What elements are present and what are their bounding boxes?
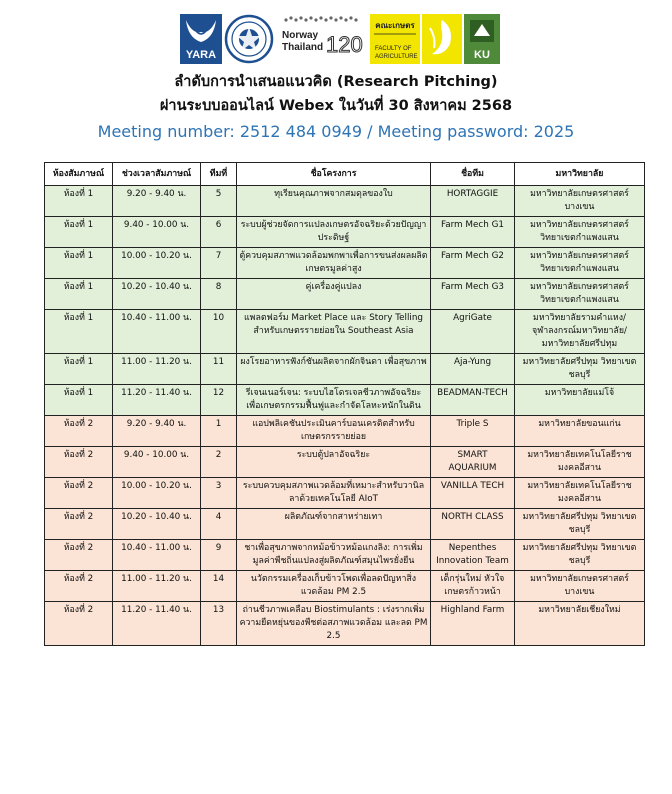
project-cell: ระบบควบคุมสภาพแวดล้อมที่เหมาะสำหรับวานิลลาด้วยเทคโนโลยี AIoT — [237, 478, 431, 509]
team-cell: SMART AQUARIUM — [431, 447, 515, 478]
project-cell: ระบบตู้ปลาอัจฉริยะ — [237, 447, 431, 478]
agriculture-emblem-logo — [422, 14, 462, 64]
table-row — [45, 279, 645, 310]
table-row — [45, 478, 645, 509]
project-cell: ตู้ควบคุมสภาพแวดล้อมพกพาเพื่อการขนส่งผลผลิตเกษตรมูลค่าสูง — [237, 248, 431, 279]
slot-cell: 10 — [201, 310, 237, 354]
col-header-room: ห้องสัมภาษณ์ — [45, 163, 113, 186]
pitching-schedule-table — [44, 162, 645, 646]
university-cell: มหาวิทยาลัยเกษตรศาสตร์ บางเขน — [515, 186, 645, 217]
faculty-en-line2: AGRICULTURE — [375, 54, 418, 60]
table-row — [45, 186, 645, 217]
team-cell: Highland Farm — [431, 602, 515, 646]
slot-cell: 4 — [201, 509, 237, 540]
time-cell: 10.20 - 10.40 น. — [113, 279, 201, 310]
room-cell: ห้องที่ 2 — [45, 416, 113, 447]
col-header-university: มหาวิทยาลัย — [515, 163, 645, 186]
room-cell: ห้องที่ 1 — [45, 186, 113, 217]
meeting-info: Meeting number: 2512 484 0949 / Meeting password: 2025 — [97, 122, 575, 141]
slot-cell: 14 — [201, 571, 237, 602]
university-cell: มหาวิทยาลัยเกษตรศาสตร์ บางเขน — [515, 571, 645, 602]
norway-thailand-120-logo — [280, 14, 364, 64]
university-cell: มหาวิทยาลัยศรีปทุม วิทยาเขตชลบุรี — [515, 354, 645, 385]
room-cell: ห้องที่ 2 — [45, 509, 113, 540]
team-cell: Farm Mech G2 — [431, 248, 515, 279]
ku-logo — [464, 14, 500, 64]
logo-strip — [180, 14, 500, 64]
room-cell: ห้องที่ 1 — [45, 248, 113, 279]
team-cell: Aja-Yung — [431, 354, 515, 385]
room-cell: ห้องที่ 1 — [45, 310, 113, 354]
university-cell: มหาวิทยาลัยเทคโนโลยีราชมงคลอีสาน — [515, 478, 645, 509]
slot-cell: 8 — [201, 279, 237, 310]
slot-cell: 5 — [201, 186, 237, 217]
university-cell: มหาวิทยาลัยรามคำแหง/ จุฬาลงกรณ์มหาวิทยาลัย/ มหาวิทยาลัยศรีปทุม — [515, 310, 645, 354]
time-cell: 11.00 - 11.20 น. — [113, 571, 201, 602]
yara-text: YARA — [185, 49, 217, 61]
slot-cell: 13 — [201, 602, 237, 646]
thailand-text: Thailand — [282, 42, 324, 53]
university-cell: มหาวิทยาลัยเกษตรศาสตร์ วิทยาเขตกำแพงแสน — [515, 217, 645, 248]
time-cell: 10.20 - 10.40 น. — [113, 509, 201, 540]
time-cell: 9.20 - 9.40 น. — [113, 186, 201, 217]
col-header-slot: ทีมที่ — [201, 163, 237, 186]
time-cell: 11.00 - 11.20 น. — [113, 354, 201, 385]
table-row — [45, 354, 645, 385]
table-row — [45, 571, 645, 602]
page-title: ลำดับการนำเสนอแนวคิด (Research Pitching) — [174, 74, 498, 90]
room-cell: ห้องที่ 2 — [45, 478, 113, 509]
slot-cell: 7 — [201, 248, 237, 279]
table-row — [45, 385, 645, 416]
room-cell: ห้องที่ 1 — [45, 354, 113, 385]
university-cell: มหาวิทยาลัยเกษตรศาสตร์ วิทยาเขตกำแพงแสน — [515, 279, 645, 310]
faculty-of-agriculture-logo — [370, 14, 420, 64]
project-cell: นวัตกรรมเครื่องเก็บข้าวโพดเพื่อลดปัญหาสิ่งแวดล้อม PM 2.5 — [237, 571, 431, 602]
university-cell: มหาวิทยาลัยแม่โจ้ — [515, 385, 645, 416]
table-row — [45, 509, 645, 540]
table-row — [45, 217, 645, 248]
project-cell: ถ่านชีวภาพเคลือบ Biostimulants : เร่งรากเพิ่มความยืดหยุ่นของพืชต่อสภาพแวดล้อม และลด PM 2.5 — [237, 602, 431, 646]
slot-cell: 1 — [201, 416, 237, 447]
ku-text: KU — [474, 49, 490, 61]
room-cell: ห้องที่ 1 — [45, 217, 113, 248]
project-cell: ชาเพื่อสุขภาพจากหม้อข้าวหม้อแกงลิง: การเพิ่มมูลค่าพืชถิ่นแปลงสู่ผลิตภัณฑ์สมุนไพรยั่งยืน — [237, 540, 431, 571]
slot-cell: 2 — [201, 447, 237, 478]
project-cell: ทุเรียนคุณภาพจากสมดุลของใบ — [237, 186, 431, 217]
table-row — [45, 602, 645, 646]
faculty-en-line1: FACULTY OF — [375, 46, 412, 52]
project-cell: คู่เครื่องคู่แปลง — [237, 279, 431, 310]
team-cell: Nepenthes Innovation Team — [431, 540, 515, 571]
time-cell: 9.40 - 10.00 น. — [113, 447, 201, 478]
norway-120-text: 120 — [326, 32, 363, 57]
col-header-time: ช่วงเวลาสัมภาษณ์ — [113, 163, 201, 186]
slot-cell: 9 — [201, 540, 237, 571]
team-cell: NORTH CLASS — [431, 509, 515, 540]
table-header-row — [45, 163, 645, 186]
team-cell: VANILLA TECH — [431, 478, 515, 509]
project-cell: ผลิตภัณฑ์จากสาหร่ายเทา — [237, 509, 431, 540]
university-cell: มหาวิทยาลัยศรีปทุม วิทยาเขตชลบุรี — [515, 509, 645, 540]
room-cell: ห้องที่ 1 — [45, 279, 113, 310]
time-cell: 9.40 - 10.00 น. — [113, 217, 201, 248]
team-cell: HORTAGGIE — [431, 186, 515, 217]
time-cell: 10.00 - 10.20 น. — [113, 478, 201, 509]
table-row — [45, 416, 645, 447]
table-row — [45, 447, 645, 478]
team-cell: AgriGate — [431, 310, 515, 354]
col-header-team: ชื่อทีม — [431, 163, 515, 186]
team-cell: เด็กรุ่นใหม่ หัวใจเกษตรก้าวหน้า — [431, 571, 515, 602]
project-cell: ผงโรยอาหารฟังก์ชันผลิตจากผักจินดา เพื่อสุขภาพ — [237, 354, 431, 385]
room-cell: ห้องที่ 1 — [45, 385, 113, 416]
slot-cell: 12 — [201, 385, 237, 416]
room-cell: ห้องที่ 2 — [45, 540, 113, 571]
university-cell: มหาวิทยาลัยศรีปทุม วิทยาเขตชลบุรี — [515, 540, 645, 571]
university-cell: มหาวิทยาลัยเกษตรศาสตร์ วิทยาเขตกำแพงแสน — [515, 248, 645, 279]
project-cell: ระบบผู้ช่วยจัดการแปลงเกษตรอัจฉริยะด้วยปัญญาประดิษฐ์ — [237, 217, 431, 248]
project-cell: รีเจนเนอร์เจน: ระบบไฮโดรเจลชีวภาพอัจฉริยะเพื่อเกษตรกรรมฟื้นฟูและกำจัดโลหะหนักในดิน — [237, 385, 431, 416]
team-cell: Farm Mech G1 — [431, 217, 515, 248]
slot-cell: 6 — [201, 217, 237, 248]
slot-cell: 3 — [201, 478, 237, 509]
time-cell: 10.40 - 11.00 น. — [113, 310, 201, 354]
table-row — [45, 248, 645, 279]
university-cell: มหาวิทยาลัยขอนแก่น — [515, 416, 645, 447]
page-subtitle: ผ่านระบบออนไลน์ Webex ในวันที่ 30 สิงหาคม 2568 — [159, 98, 513, 114]
time-cell: 10.00 - 10.20 น. — [113, 248, 201, 279]
team-cell: Farm Mech G3 — [431, 279, 515, 310]
time-cell: 9.20 - 9.40 น. — [113, 416, 201, 447]
slot-cell: 11 — [201, 354, 237, 385]
time-cell: 11.20 - 11.40 น. — [113, 385, 201, 416]
university-cell: มหาวิทยาลัยเทคโนโลยีราชมงคลอีสาน — [515, 447, 645, 478]
room-cell: ห้องที่ 2 — [45, 571, 113, 602]
team-cell: BEADMAN-TECH — [431, 385, 515, 416]
time-cell: 11.20 - 11.40 น. — [113, 602, 201, 646]
university-seal-logo — [224, 14, 274, 64]
table-row — [45, 540, 645, 571]
yara-logo — [180, 14, 222, 64]
col-header-project: ชื่อโครงการ — [237, 163, 431, 186]
project-cell: แอปพลิเคชันประเมินคาร์บอนเครดิตสำหรับเกษตรกรรายย่อย — [237, 416, 431, 447]
time-cell: 10.40 - 11.00 น. — [113, 540, 201, 571]
project-cell: แพลตฟอร์ม Market Place และ Story Telling สำหรับเกษตรรายย่อยใน Southeast Asia — [237, 310, 431, 354]
team-cell: Triple S — [431, 416, 515, 447]
table-body — [45, 186, 645, 646]
room-cell: ห้องที่ 2 — [45, 602, 113, 646]
table-row — [45, 310, 645, 354]
room-cell: ห้องที่ 2 — [45, 447, 113, 478]
norway-text: Norway — [282, 30, 319, 41]
university-cell: มหาวิทยาลัยเชียงใหม่ — [515, 602, 645, 646]
faculty-thai-text: คณะเกษตร — [375, 21, 415, 30]
